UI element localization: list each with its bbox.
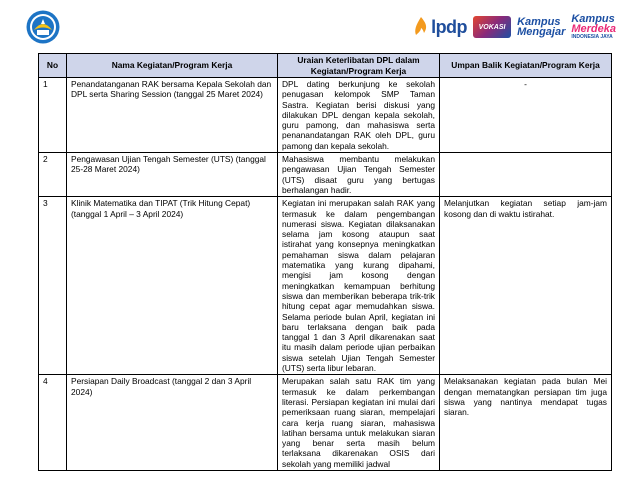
row-uraian: Merupakan salah satu RAK tim yang termasuk ke dalam perkembangan literasi. Persiapan kegiatan ini mulai dari pemeriksaan ruang siaran, mempelajari cara kerja ruang siaran, mahasiswa latihan bersama untuk melakukan siaran yang benar serta masih belum terlaksana dikarenakan OSIS dari sekolah yang memiliki jadwal	[278, 375, 440, 471]
header-uraian: Uraian Keterlibatan DPL dalam Kegiatan/Program Kerja	[278, 54, 440, 78]
row-number: 3	[39, 197, 67, 375]
row-nama: Persiapan Daily Broadcast (tanggal 2 dan 3 April 2024)	[67, 375, 278, 471]
row-umpan-balik: Melanjutkan kegiatan setiap jam-jam kosong dan di waktu istirahat.	[440, 197, 612, 375]
row-number: 4	[39, 375, 67, 471]
row-nama: Pengawasan Ujian Tengah Semester (UTS) (tanggal 25-28 Maret 2024)	[67, 153, 278, 197]
lpdp-logo	[414, 17, 467, 38]
kampus-merdeka-line2: Merdeka	[571, 23, 616, 35]
row-number: 1	[39, 78, 67, 153]
table-row	[39, 153, 612, 197]
row-umpan-balik	[440, 153, 612, 197]
kampus-mengajar-logo	[517, 17, 565, 37]
row-number: 2	[39, 153, 67, 197]
table-row	[39, 197, 612, 375]
row-uraian: DPL dating berkunjung ke sekolah penugasan kelompok SMP Taman Sastra. Kegiatan berisi diskusi yang dilakukan DPL dengan kepala sekolah, guru pamong, dan mahasiswa serta penanandatangan RAK oleh DPL, guru pamong dan kepala sekolah.	[278, 78, 440, 153]
row-uraian: Kegiatan ini merupakan salah RAK yang termasuk ke dalam pengembangan numerasi siswa. Kegiatan dilaksanakan selama jam kosong ataupun saat istirahat yang konsepnya meningkatkan pemahaman siswa dalam pelajaran matematika yang kurang dipahami, mengisi jam kosong dengan meningkatkan kemampuan berhitung siswa dan memberikan beberapa trik-trik hitung cepat agar memudahkan siswa. Selama periode bulan April, kegiatan ini baru terlaksana dengan baik pada tanggal 1 dan 3 April dikarenakan saat itu masih dalam periode ujian perbaikan siswa setelah Ujian Tengah Semester (UTS) serta libur lebaran.	[278, 197, 440, 375]
lpdp-flame-icon	[414, 17, 428, 37]
kampus-merdeka-tagline: INDONESIA JAYA	[571, 34, 613, 40]
kampus-mengajar-line2: Mengajar	[517, 26, 566, 38]
table-row	[39, 375, 612, 471]
table-header-row	[39, 54, 612, 78]
activity-table	[38, 53, 612, 471]
partner-logos	[414, 12, 616, 42]
document-header	[0, 0, 638, 52]
row-nama: Klinik Matematika dan TIPAT (Trik Hitung Cepat) (tanggal 1 April – 3 April 2024)	[67, 197, 278, 375]
header-nama-kegiatan: Nama Kegiatan/Program Kerja	[67, 54, 278, 78]
header-umpan-balik: Umpan Balik Kegiatan/Program Kerja	[440, 54, 612, 78]
kampus-merdeka-line1: Kampus	[571, 13, 615, 25]
header-no: No	[39, 54, 67, 78]
kampus-mengajar-line1: Kampus	[517, 16, 561, 28]
row-nama: Penandatanganan RAK bersama Kepala Sekolah dan DPL serta Sharing Session (tanggal 25 Maret 2024)	[67, 78, 278, 153]
row-uraian: Mahasiswa membantu melakukan pengawasan Ujian Tengah Semester (UTS) disaat guru yang bertugas berhalangan hadir.	[278, 153, 440, 197]
row-umpan-balik: -	[440, 78, 612, 153]
kampus-merdeka-logo	[571, 14, 616, 40]
table-row	[39, 78, 612, 153]
ministry-logo-icon	[26, 10, 60, 44]
lpdp-logo-text: lpdp	[431, 16, 468, 37]
vokasi-logo: VOKASI	[473, 16, 511, 38]
row-umpan-balik: Melaksanakan kegiatan pada bulan Mei dengan mematangkan persiapan tim juga siswa yang nantinya mendapat tugas siaran.	[440, 375, 612, 471]
